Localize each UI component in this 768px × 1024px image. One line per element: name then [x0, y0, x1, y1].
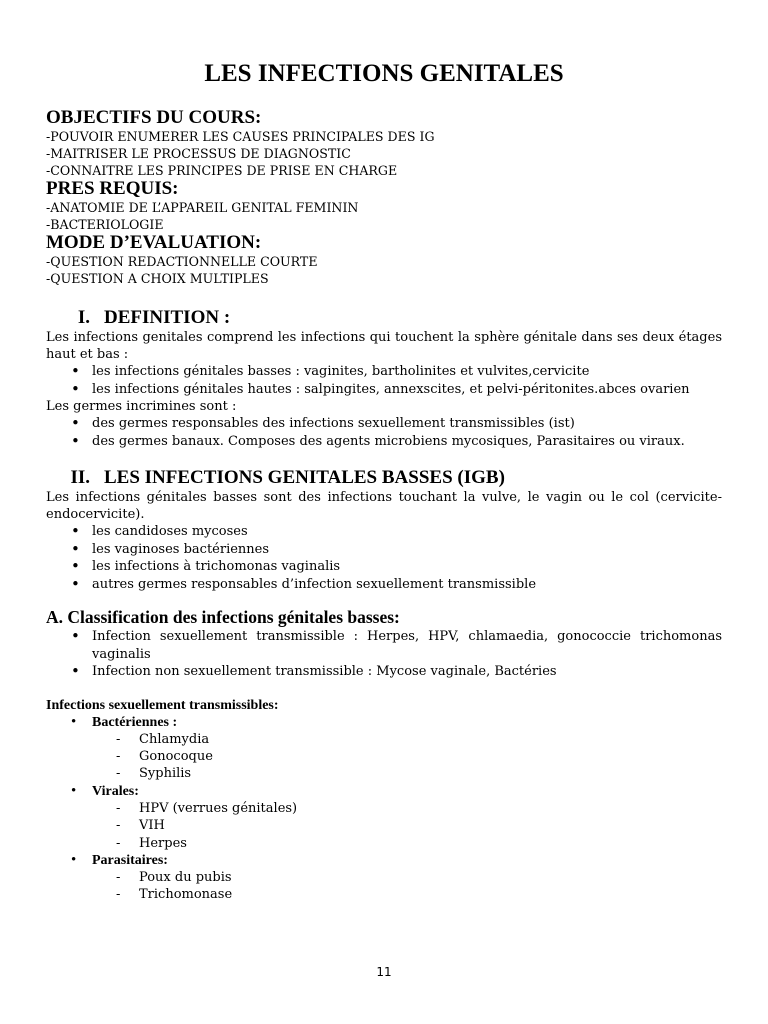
section-title: DEFINITION :	[104, 307, 231, 328]
ist-item: - Trichomonase	[46, 886, 722, 903]
prerequis-heading: PRES REQUIS:	[46, 178, 179, 199]
list-item: • les infections à trichomonas vaginalis	[46, 558, 722, 576]
ist-item: - HPV (verrues génitales)	[46, 800, 722, 817]
list-item: • les vaginoses bactériennes	[46, 541, 722, 559]
objectif-line: -POUVOIR ENUMERER LES CAUSES PRINCIPALES DES IG	[46, 129, 435, 144]
section-title: LES INFECTIONS GENITALES BASSES (IGB)	[104, 467, 505, 488]
prerequis-line: -ANATOMIE DE L’APPAREIL GENITAL FEMININ	[46, 200, 359, 215]
page-number: 11	[376, 965, 392, 979]
definition-list	[46, 363, 722, 398]
list-item: • les infections génitales hautes : salpingites, annexscites, et pelvi-péritonites.abces ovarien	[46, 381, 722, 399]
ist-item: - Poux du pubis	[46, 869, 722, 886]
ist-category: • Virales:	[46, 783, 722, 801]
list-item: • les infections génitales basses : vaginites, bartholinites et vulvites,cervicite	[46, 363, 722, 381]
list-item: • Infection sexuellement transmissible : Herpes, HPV, chlamaedia, gonococcie trichomonas vaginalis	[46, 628, 722, 663]
ist-heading: Infections sexuellement transmissibles:	[46, 697, 279, 713]
list-item: • des germes responsables des infections sexuellement transmissibles (ist)	[46, 415, 722, 433]
section-1-heading	[46, 307, 722, 329]
ist-item: - VIH	[46, 817, 722, 834]
section-number: I.	[77, 307, 90, 328]
ist-item: - Syphilis	[46, 765, 722, 782]
igb-paragraph: Les infections génitales basses sont des infections touchant la vulve, le vagin ou le col (cervicite-endocervicite).	[46, 490, 722, 522]
ist-category: • Bactériennes :	[46, 714, 722, 732]
definition-paragraph: Les infections genitales comprend les infections qui touchent la sphère génitale dans ses deux étages haut et bas :	[46, 330, 722, 362]
ist-item: - Herpes	[46, 835, 722, 852]
section-number: II.	[70, 467, 90, 488]
ist-category: • Parasitaires:	[46, 852, 722, 870]
ist-item: - Chlamydia	[46, 731, 722, 748]
ist-item: - Gonocoque	[46, 748, 722, 765]
germes-list	[46, 415, 722, 450]
evaluation-line: -QUESTION REDACTIONNELLE COURTE	[46, 254, 318, 269]
list-item: • autres germes responsables d’infection sexuellement transmissible	[46, 576, 722, 594]
classification-list	[46, 628, 722, 681]
list-item: • des germes banaux. Composes des agents microbiens mycosiques, Parasitaires ou viraux.	[46, 433, 722, 451]
objectif-line: -CONNAITRE LES PRINCIPES DE PRISE EN CHARGE	[46, 163, 398, 178]
list-item: • les candidoses mycoses	[46, 523, 722, 541]
evaluation-line: -QUESTION A CHOIX MULTIPLES	[46, 271, 269, 286]
subsection-a-heading: A. Classification des infections génitales basses:	[46, 607, 400, 627]
prerequis-line: -BACTERIOLOGIE	[46, 217, 164, 232]
page-title: LES INFECTIONS GENITALES	[204, 60, 564, 87]
list-item: • Infection non sexuellement transmissible : Mycose vaginale, Bactéries	[46, 663, 722, 681]
igb-list	[46, 523, 722, 593]
objectifs-heading: OBJECTIFS DU COURS:	[46, 107, 262, 128]
section-2-heading	[46, 467, 722, 489]
germes-intro: Les germes incrimines sont :	[46, 399, 237, 414]
objectif-line: -MAITRISER LE PROCESSUS DE DIAGNOSTIC	[46, 146, 351, 161]
course-info	[46, 108, 722, 904]
evaluation-heading: MODE D’EVALUATION:	[46, 232, 262, 253]
